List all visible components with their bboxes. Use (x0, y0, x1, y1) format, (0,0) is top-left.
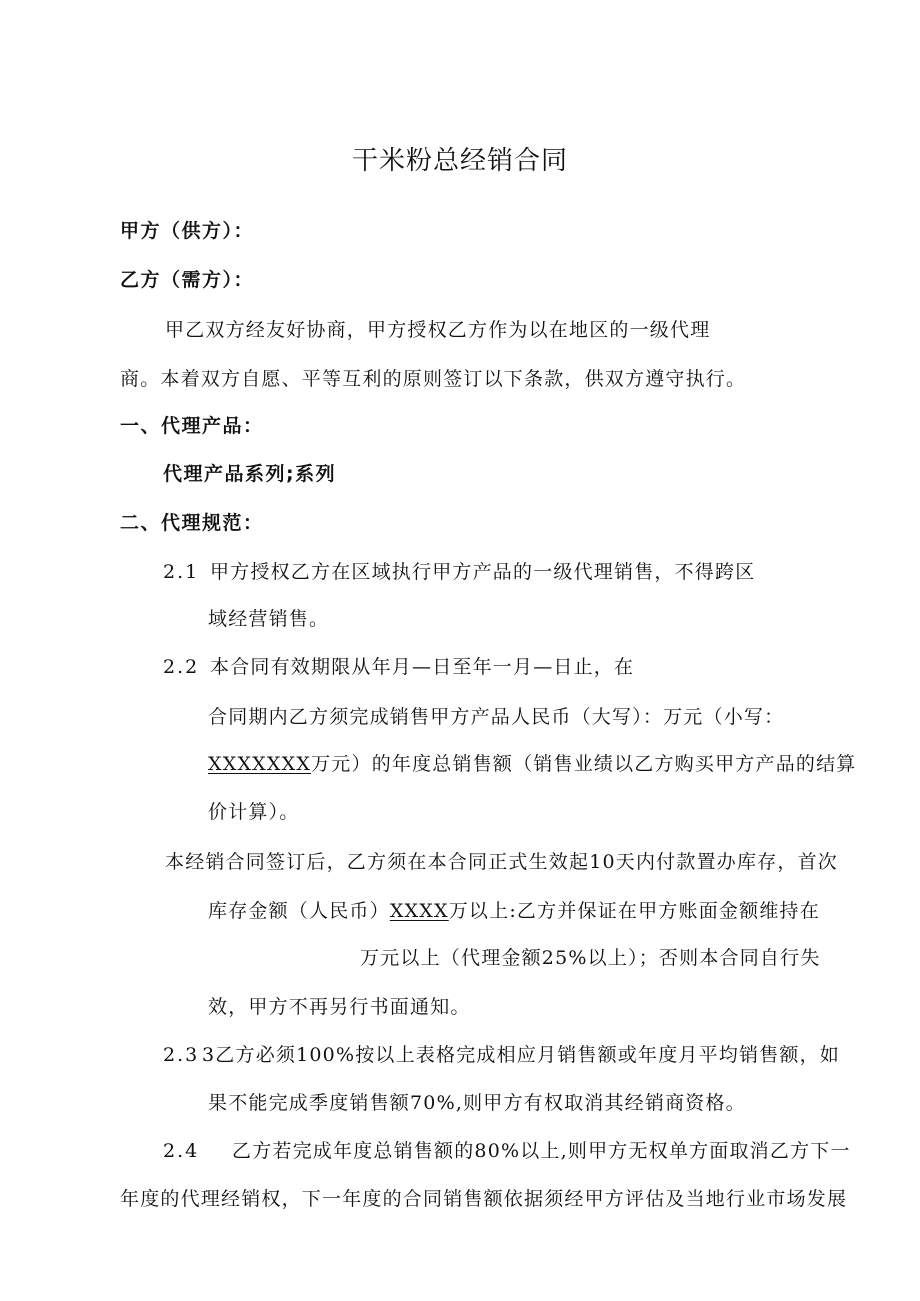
clause-2-3-line-1: 3乙方必须100%按以上表格完成相应月销售额或年度月平均销售额，如 (202, 1044, 841, 1066)
section-2-heading: 二、代理规范： (120, 512, 264, 534)
section-1-heading: 一、代理产品： (120, 415, 264, 437)
intro-line-2: 商。本着双方自愿、平等互利的原则签订以下条款，供双方遵守执行。 (120, 368, 747, 390)
clause-2-2-line-3-text: 万元）的年度总销售额（销售业绩以乙方购买甲方产品的结算 (311, 753, 857, 775)
clause-2-1-line-2: 域经营销售。 (208, 608, 330, 630)
section-1-item: 代理产品系列;系列 (163, 463, 337, 485)
party-a-label: 甲方（供方）： (120, 220, 255, 242)
clause-2-2-line-4: 价计算）。 (208, 801, 300, 823)
clause-2-2-line-1: 本合同有效期限从年月—日至年一月—日止，在 (210, 656, 635, 678)
clause-2-4-line-2: 年度的代理经销权，下一年度的合同销售额依据须经甲方评估及当地行业市场发展 (120, 1188, 848, 1210)
clause-2-3-number: 2.3 (163, 1044, 200, 1066)
inventory-line-2 (208, 899, 820, 923)
page-title: 干米粉总经销合同 (351, 146, 568, 176)
clause-2-4-line-1: 乙方若完成年度总销售额的80%以上,则甲方无权单方面取消乙方下一 (232, 1140, 851, 1162)
inventory-line-3: 万元以上（代理金额25%以上）；否则本合同自行失 (360, 947, 821, 969)
inventory-line-1: 本经销合同签订后，乙方须在本合同正式生效起10天内付款置办库存，首次 (165, 851, 838, 873)
clause-2-2-line-3 (208, 752, 857, 776)
clause-2-2-number: 2.2 (163, 656, 200, 678)
intro-line-1: 甲乙双方经友好协商，甲方授权乙方作为以在地区的一级代理 (165, 319, 711, 341)
sales-amount-underlined: XXXXXXX (208, 753, 312, 775)
clause-2-1-line-1: 甲方授权乙方在区域执行甲方产品的一级代理销售，不得跨区 (210, 561, 756, 583)
inventory-line-2-prefix: 库存金额（人民币） (208, 900, 390, 922)
clause-2-4-number: 2.4 (163, 1140, 200, 1162)
inventory-line-2-text: 万以上:乙方并保证在甲方账面金额维持在 (448, 900, 820, 922)
inventory-amount-underlined: XXXX (389, 900, 449, 922)
party-b-label: 乙方（需方）： (120, 269, 255, 291)
inventory-line-4: 效，甲方不再另行书面通知。 (208, 996, 471, 1018)
clause-2-1-number: 2.1 (163, 561, 200, 583)
clause-2-3-line-2: 果不能完成季度销售额70%,则甲方有权取消其经销商资格。 (208, 1092, 746, 1114)
clause-2-2-line-2: 合同期内乙方须完成销售甲方产品人民币（大写）：万元（小写： (208, 706, 785, 728)
